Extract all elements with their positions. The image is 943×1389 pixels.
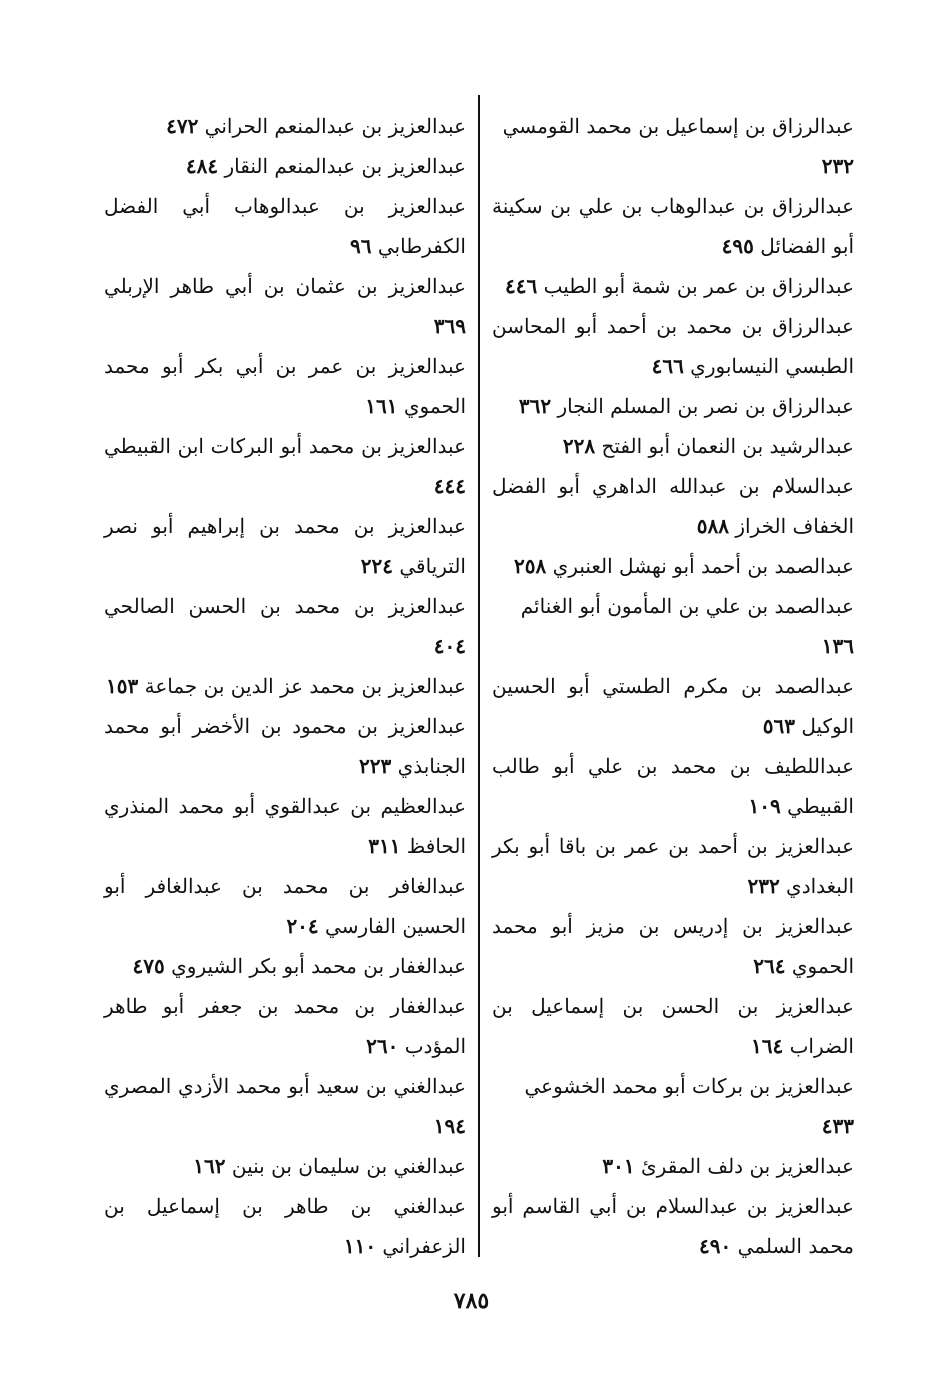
entry-page: ٤٧٥ bbox=[132, 954, 165, 978]
entry-page: ٤٤٦ bbox=[505, 274, 538, 298]
index-entry bbox=[492, 426, 854, 466]
entry-name: عبدالعظيم بن عبدالقوي أبو محمد المنذري الحافظ bbox=[104, 794, 466, 858]
entry-page: ٥٨٨ bbox=[696, 514, 729, 538]
entry-name: عبدالرزاق بن عمر بن شمة أبو الطيب bbox=[543, 274, 854, 298]
entry-name: عبدالرزاق بن إسماعيل بن محمد القومسي bbox=[502, 114, 854, 138]
index-entry bbox=[104, 986, 466, 1066]
entry-page: ١٦٢ bbox=[193, 1154, 226, 1178]
entry-name: عبدالعزيز بن دلف المقرئ bbox=[641, 1154, 854, 1178]
entry-name: عبدالغني بن طاهر بن إسماعيل بن الزعفراني bbox=[104, 1194, 466, 1258]
entry-name: عبدالعزيز بن عبدالسلام بن أبي القاسم أبو محمد السلمي bbox=[492, 1194, 854, 1258]
entry-name: عبدالعزيز بن بركات أبو محمد الخشوعي bbox=[524, 1074, 854, 1098]
entry-page: ٣١١ bbox=[368, 834, 401, 858]
entry-page: ١١٠ bbox=[343, 1234, 377, 1258]
entry-name: عبدالرشيد بن النعمان أبو الفتح bbox=[601, 434, 854, 458]
entry-name: عبدالصمد بن أحمد أبو نهشل العنبري bbox=[552, 554, 854, 578]
index-entry bbox=[492, 1066, 854, 1146]
entry-page: ٢٥٨ bbox=[514, 554, 547, 578]
index-entry bbox=[104, 1186, 466, 1266]
entry-page: ٢٢٣ bbox=[358, 754, 392, 778]
entry-page: ٢٠٤ bbox=[286, 914, 319, 938]
entry-page: ٢٦٠ bbox=[366, 1034, 399, 1058]
index-entry bbox=[492, 306, 854, 386]
entry-page: ٢٢٨ bbox=[562, 434, 596, 458]
index-entry bbox=[492, 466, 854, 546]
index-entry bbox=[492, 666, 854, 746]
index-entry bbox=[492, 586, 854, 666]
entry-page: ٤٧٢ bbox=[166, 114, 199, 138]
page-number: ٧٨٥ bbox=[453, 1288, 490, 1314]
entry-page: ١٦١ bbox=[365, 394, 398, 418]
entry-page: ٣٠١ bbox=[602, 1154, 635, 1178]
entry-name: عبداللطيف بن محمد بن علي أبو طالب القبيطي bbox=[492, 754, 854, 818]
entry-page: ٣٦٢ bbox=[518, 394, 552, 418]
index-entry bbox=[492, 826, 854, 906]
index-entry bbox=[104, 586, 466, 666]
entry-name: عبدالصمد بن علي بن المأمون أبو الغنائم bbox=[520, 594, 854, 618]
entry-page: ١٠٩ bbox=[748, 794, 781, 818]
index-entry bbox=[104, 506, 466, 586]
column-divider bbox=[478, 95, 480, 1257]
entry-page: ٤٩٠ bbox=[699, 1234, 732, 1258]
index-entry bbox=[492, 266, 854, 306]
entry-name: عبدالعزيز بن إدريس بن مزيز أبو محمد الحموي bbox=[492, 914, 854, 978]
index-entry bbox=[492, 986, 854, 1066]
index-entry bbox=[104, 346, 466, 426]
entry-name: عبدالعزيز بن عبدالمنعم الحراني bbox=[204, 114, 466, 138]
entry-page: ٩٦ bbox=[350, 234, 372, 258]
entry-page: ١٥٣ bbox=[106, 674, 139, 698]
entry-page: ٢٣٢ bbox=[821, 154, 854, 178]
entry-name: عبدالعزيز بن عبدالوهاب أبي الفضل الكفرطابي bbox=[104, 194, 466, 258]
index-entry bbox=[104, 866, 466, 946]
entry-name: عبدالعزيز بن محمد أبو البركات ابن القبيطي bbox=[104, 434, 466, 458]
entry-name: عبدالرزاق بن نصر بن المسلم النجار bbox=[557, 394, 854, 418]
index-entry bbox=[104, 146, 466, 186]
entry-name: عبدالغني بن سليمان بن بنين bbox=[231, 1154, 466, 1178]
index-entry bbox=[104, 1066, 466, 1146]
entry-name: عبدالعزيز بن محمد بن إبراهيم أبو نصر الترياقي bbox=[104, 514, 466, 578]
entry-name: عبدالعزيز بن محمود بن الأخضر أبو محمد الجنابذي bbox=[104, 714, 466, 778]
index-entry bbox=[104, 1146, 466, 1186]
entry-name: عبدالعزيز بن محمد بن الحسن الصالحي bbox=[104, 594, 466, 618]
entry-page: ٤٤٤ bbox=[433, 474, 466, 498]
entry-page: ٢٢٤ bbox=[360, 554, 394, 578]
entry-page: ٤٠٤ bbox=[433, 634, 466, 658]
index-entry bbox=[104, 106, 466, 146]
entry-page: ٤٨٤ bbox=[185, 154, 219, 178]
index-entry bbox=[104, 266, 466, 346]
index-entry bbox=[104, 706, 466, 786]
entry-name: عبدالغافر بن محمد بن عبدالغافر أبو الحسين الفارسي bbox=[104, 874, 466, 938]
index-entry bbox=[492, 546, 854, 586]
entry-page: ٤٩٥ bbox=[721, 234, 754, 258]
entry-name: عبدالعزيز بن محمد عز الدين بن جماعة bbox=[144, 674, 466, 698]
entry-page: ٥٦٣ bbox=[762, 714, 795, 738]
index-entry bbox=[492, 386, 854, 426]
index-entry bbox=[104, 426, 466, 506]
index-entry bbox=[492, 1186, 854, 1266]
entry-page: ١٩٤ bbox=[433, 1114, 466, 1138]
index-entry bbox=[104, 186, 466, 266]
entry-page: ٤٦٦ bbox=[651, 354, 684, 378]
entry-name: عبدالسلام بن عبدالله الداهري أبو الفضل الخفاف الخراز bbox=[492, 474, 854, 538]
index-entry bbox=[492, 106, 854, 186]
index-entry bbox=[492, 1146, 854, 1186]
entry-name: عبدالعزيز بن الحسن بن إسماعيل بن الضراب bbox=[492, 994, 854, 1058]
entry-page: ٣٦٩ bbox=[433, 314, 466, 338]
index-column-right bbox=[492, 106, 854, 1266]
entry-page: ٤٣٣ bbox=[821, 1114, 854, 1138]
index-entry bbox=[104, 666, 466, 706]
entry-name: عبدالعزيز بن أحمد بن عمر بن باقا أبو بكر البغدادي bbox=[492, 834, 854, 898]
index-entry bbox=[492, 746, 854, 826]
entry-name: عبدالغني بن سعيد أبو محمد الأزدي المصري bbox=[104, 1074, 466, 1098]
index-entry bbox=[492, 186, 854, 266]
entry-name: عبدالصمد بن مكرم الطستي أبو الحسين الوكيل bbox=[492, 674, 854, 738]
index-entry bbox=[104, 786, 466, 866]
entry-name: عبدالغفار بن محمد بن جعفر أبو طاهر المؤدب bbox=[104, 994, 466, 1058]
entry-page: ٢٦٤ bbox=[753, 954, 786, 978]
entry-name: عبدالعزيز بن عبدالمنعم النقار bbox=[224, 154, 466, 178]
entry-name: عبدالغفار بن محمد أبو بكر الشيروي bbox=[171, 954, 466, 978]
entry-name: عبدالعزيز بن عثمان بن أبي طاهر الإربلي bbox=[104, 274, 466, 298]
entry-name: عبدالرزاق بن عبدالوهاب بن علي بن سكينة أبو الفضائل bbox=[492, 194, 854, 258]
entry-page: ١٦٤ bbox=[750, 1034, 784, 1058]
entry-page: ٢٣٢ bbox=[747, 874, 780, 898]
entry-name: عبدالرزاق بن محمد بن أحمد أبو المحاسن الطبسي النيسابوري bbox=[492, 314, 854, 378]
index-entry bbox=[104, 946, 466, 986]
entry-name: عبدالعزيز بن عمر بن أبي بكر أبو محمد الحموي bbox=[104, 354, 466, 418]
index-column-left bbox=[104, 106, 466, 1266]
index-entry bbox=[492, 906, 854, 986]
entry-page: ١٣٦ bbox=[821, 634, 854, 658]
